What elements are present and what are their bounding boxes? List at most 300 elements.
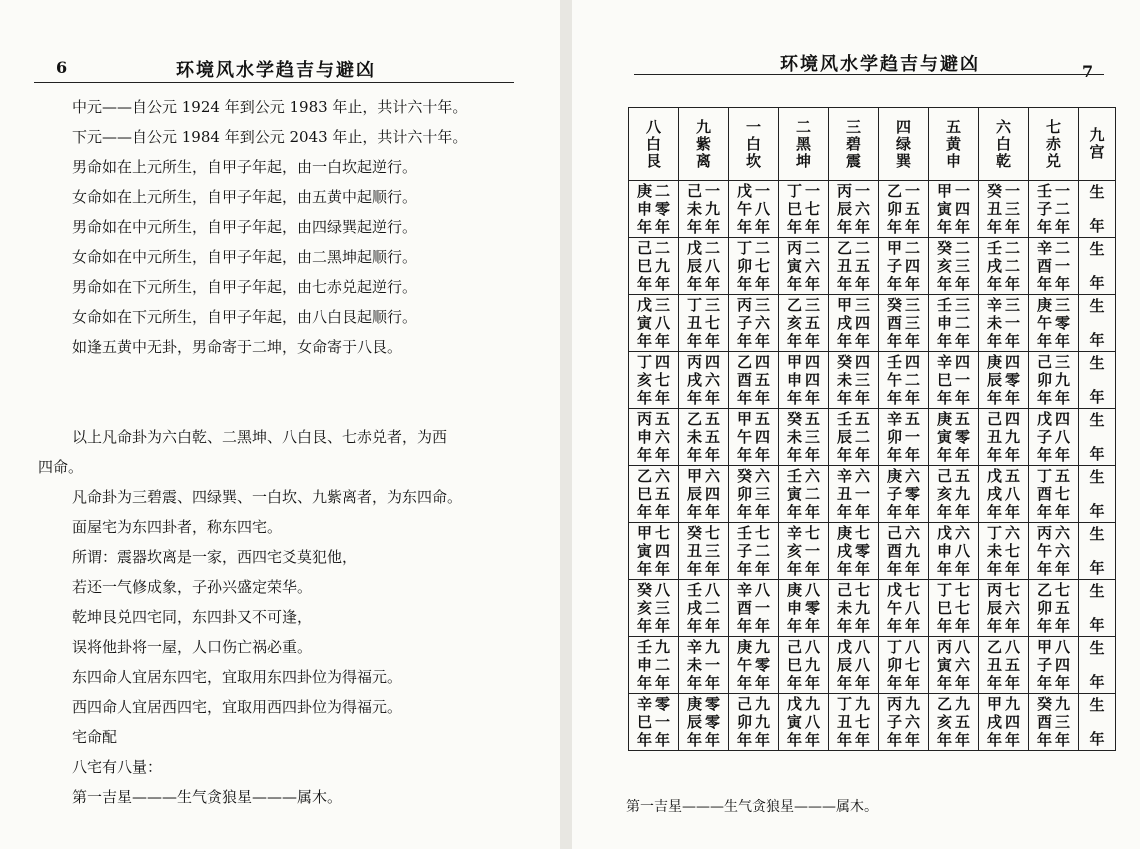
year-number: 二 七 年 bbox=[755, 239, 771, 293]
year-number: 一 三 年 bbox=[1005, 182, 1021, 236]
table-cell bbox=[929, 238, 979, 295]
ganzhi-year: 辛 丑 年 bbox=[836, 467, 852, 521]
ganzhi-year: 癸 亥 年 bbox=[636, 581, 652, 635]
year-number: 一 五 年 bbox=[905, 182, 921, 236]
table-cell bbox=[1029, 523, 1079, 580]
year-number: 三 一 年 bbox=[1005, 296, 1021, 350]
ganzhi-year: 戊 寅 年 bbox=[786, 695, 802, 749]
right-page-number: 7 bbox=[1082, 62, 1094, 81]
table-cell bbox=[1079, 466, 1116, 523]
birth-year-label: 年 bbox=[1089, 673, 1105, 691]
year-number: 六 五 年 bbox=[655, 467, 671, 521]
ganzhi-year: 甲 寅 年 bbox=[636, 524, 652, 578]
year-number: 七 三 年 bbox=[705, 524, 721, 578]
body-line: 如逢五黄中无卦，男命寄于二坤，女命寄于八艮。 bbox=[72, 338, 403, 356]
year-number: 四 七 年 bbox=[655, 353, 671, 407]
ganzhi-year: 己 卯 年 bbox=[1036, 353, 1052, 407]
year-number: 三 六 年 bbox=[755, 296, 771, 350]
ganzhi-year: 癸 酉 年 bbox=[886, 296, 902, 350]
ganzhi-year: 丙 辰 年 bbox=[836, 182, 852, 236]
year-number: 四 九 年 bbox=[1005, 410, 1021, 464]
table-cell bbox=[929, 352, 979, 409]
table-cell bbox=[679, 181, 729, 238]
body-line: 下元——自公元 1984 年到公元 2043 年止，共计六十年。 bbox=[72, 128, 468, 146]
palace-header bbox=[829, 108, 879, 181]
birth-year-label: 生 bbox=[1089, 468, 1105, 486]
table-cell bbox=[679, 409, 729, 466]
ganzhi-year: 乙 巳 年 bbox=[636, 467, 652, 521]
year-number: 一 八 年 bbox=[755, 182, 771, 236]
table-cell bbox=[979, 181, 1029, 238]
year-number: 一 九 年 bbox=[705, 182, 721, 236]
palace-header bbox=[979, 108, 1029, 181]
birth-year-label: 生 bbox=[1089, 696, 1105, 714]
ganzhi-year: 壬 子 年 bbox=[1036, 182, 1052, 236]
table-cell bbox=[829, 580, 879, 637]
ganzhi-year: 丙 寅 年 bbox=[786, 239, 802, 293]
year-number: 四 六 年 bbox=[705, 353, 721, 407]
year-number: 五 六 年 bbox=[655, 410, 671, 464]
body-line: 男命如在中元所生，自甲子年起，由四绿巽起逆行。 bbox=[72, 218, 418, 236]
table-cell bbox=[779, 637, 829, 694]
body-line: 东四命人宜居东四宅，宜取用东四卦位为得福元。 bbox=[72, 668, 403, 686]
ganzhi-year: 丙 寅 年 bbox=[936, 638, 952, 692]
ganzhi-year: 壬 寅 年 bbox=[786, 467, 802, 521]
table-cell bbox=[979, 409, 1029, 466]
year-number: 五 八 年 bbox=[1005, 467, 1021, 521]
table-cell bbox=[629, 694, 679, 751]
ganzhi-year: 丙 辰 年 bbox=[986, 581, 1002, 635]
table-cell bbox=[1079, 694, 1116, 751]
birth-year-label: 年 bbox=[1089, 388, 1105, 406]
year-number: 六 二 年 bbox=[805, 467, 821, 521]
ganzhi-year: 辛 卯 年 bbox=[886, 410, 902, 464]
table-cell bbox=[729, 580, 779, 637]
table-cell bbox=[879, 181, 929, 238]
year-number: 零 零 年 bbox=[705, 695, 721, 749]
table-cell bbox=[779, 580, 829, 637]
table-cell bbox=[779, 466, 829, 523]
year-number: 三 三 年 bbox=[905, 296, 921, 350]
table-cell bbox=[829, 637, 879, 694]
year-number: 四 一 年 bbox=[955, 353, 971, 407]
table-cell bbox=[679, 295, 729, 352]
ganzhi-year: 甲 子 年 bbox=[886, 239, 902, 293]
ganzhi-year: 甲 寅 年 bbox=[936, 182, 952, 236]
table-cell bbox=[979, 580, 1029, 637]
birth-year-label: 年 bbox=[1089, 217, 1105, 235]
birth-year-label: 生 bbox=[1089, 240, 1105, 258]
birth-year-label: 生 bbox=[1089, 411, 1105, 429]
ganzhi-year: 壬 子 年 bbox=[736, 524, 752, 578]
year-number: 六 零 年 bbox=[905, 467, 921, 521]
birth-year-label: 年 bbox=[1089, 730, 1105, 748]
ganzhi-year: 己 未 年 bbox=[686, 182, 702, 236]
year-number: 三 四 年 bbox=[855, 296, 871, 350]
ganzhi-year: 庚 寅 年 bbox=[936, 410, 952, 464]
year-number: 八 一 年 bbox=[755, 581, 771, 635]
ganzhi-year: 己 巳 年 bbox=[636, 239, 652, 293]
table-cell bbox=[729, 523, 779, 580]
year-number: 五 七 年 bbox=[1055, 467, 1071, 521]
year-number: 三 二 年 bbox=[955, 296, 971, 350]
table-cell bbox=[779, 409, 829, 466]
year-number: 二 四 年 bbox=[905, 239, 921, 293]
table-cell bbox=[1029, 181, 1079, 238]
ganzhi-year: 丁 丑 年 bbox=[686, 296, 702, 350]
year-number: 七 四 年 bbox=[655, 524, 671, 578]
table-cell bbox=[1079, 637, 1116, 694]
palace-header bbox=[629, 108, 679, 181]
ganzhi-year: 辛 酉 年 bbox=[1036, 239, 1052, 293]
table-cell bbox=[779, 295, 829, 352]
table-cell bbox=[629, 637, 679, 694]
table-cell bbox=[929, 295, 979, 352]
ganzhi-year: 庚 戌 年 bbox=[836, 524, 852, 578]
table-cell bbox=[629, 523, 679, 580]
ganzhi-year: 乙 丑 年 bbox=[836, 239, 852, 293]
year-number: 九 七 年 bbox=[855, 695, 871, 749]
ganzhi-year: 戊 寅 年 bbox=[636, 296, 652, 350]
ganzhi-year: 丁 丑 年 bbox=[836, 695, 852, 749]
ganzhi-year: 甲 午 年 bbox=[736, 410, 752, 464]
table-cell bbox=[629, 352, 679, 409]
year-number: 八 九 年 bbox=[805, 638, 821, 692]
table-cell bbox=[779, 523, 829, 580]
ganzhi-year: 乙 卯 年 bbox=[1036, 581, 1052, 635]
table-cell bbox=[679, 523, 729, 580]
palace-header-label: 八 白 艮 bbox=[645, 117, 661, 170]
ganzhi-year: 庚 子 年 bbox=[886, 467, 902, 521]
body-line: 凡命卦为三碧震、四绿巽、一白坎、九紫离者，为东四命。 bbox=[72, 488, 463, 506]
body-line: 乾坤艮兑四宅同，东四卦又不可逢， bbox=[72, 608, 313, 626]
year-number: 七 七 年 bbox=[955, 581, 971, 635]
birth-year-label: 生 bbox=[1089, 183, 1105, 201]
ganzhi-year: 辛 酉 年 bbox=[736, 581, 752, 635]
ganzhi-year: 辛 未 年 bbox=[986, 296, 1002, 350]
ganzhi-year: 乙 卯 年 bbox=[886, 182, 902, 236]
birth-year-label: 年 bbox=[1089, 445, 1105, 463]
table-cell bbox=[629, 181, 679, 238]
year-number: 五 二 年 bbox=[855, 410, 871, 464]
table-cell bbox=[679, 637, 729, 694]
palace-header bbox=[779, 108, 829, 181]
table-cell bbox=[979, 352, 1029, 409]
table-cell bbox=[879, 466, 929, 523]
ganzhi-year: 戊 辰 年 bbox=[836, 638, 852, 692]
table-cell bbox=[679, 352, 729, 409]
year-number: 一 二 年 bbox=[1055, 182, 1071, 236]
year-number: 九 二 年 bbox=[655, 638, 671, 692]
table-cell bbox=[929, 637, 979, 694]
table-cell bbox=[1079, 181, 1116, 238]
year-number: 四 三 年 bbox=[855, 353, 871, 407]
body-line: 以上凡命卦为六白乾、二黑坤、八白艮、七赤兑者，为西 bbox=[72, 428, 448, 446]
table-cell bbox=[679, 580, 729, 637]
year-number: 九 九 年 bbox=[755, 695, 771, 749]
ganzhi-year: 甲 申 年 bbox=[786, 353, 802, 407]
year-number: 八 三 年 bbox=[655, 581, 671, 635]
birth-year-label: 生 bbox=[1089, 582, 1105, 600]
ganzhi-year: 丁 亥 年 bbox=[636, 353, 652, 407]
table-cell bbox=[879, 523, 929, 580]
ganzhi-year: 庚 午 年 bbox=[1036, 296, 1052, 350]
ganzhi-year: 己 亥 年 bbox=[936, 467, 952, 521]
right-running-title: 环境风水学趋吉与避凶 bbox=[780, 54, 980, 75]
table-cell bbox=[729, 466, 779, 523]
year-number: 七 二 年 bbox=[755, 524, 771, 578]
palace-header-label: 五 黄 申 bbox=[945, 117, 961, 170]
ganzhi-year: 丁 酉 年 bbox=[1036, 467, 1052, 521]
ganzhi-year: 甲 戌 年 bbox=[836, 296, 852, 350]
ganzhi-year: 己 卯 年 bbox=[736, 695, 752, 749]
year-number: 一 六 年 bbox=[855, 182, 871, 236]
table-cell bbox=[1029, 637, 1079, 694]
ganzhi-year: 辛 巳 年 bbox=[936, 353, 952, 407]
ganzhi-year: 庚 辰 年 bbox=[686, 695, 702, 749]
year-number: 九 五 年 bbox=[955, 695, 971, 749]
ganzhi-year: 戊 午 年 bbox=[886, 581, 902, 635]
ganzhi-year: 壬 辰 年 bbox=[836, 410, 852, 464]
table-cell bbox=[829, 181, 879, 238]
body-line: 男命如在上元所生，自甲子年起，由一白坎起逆行。 bbox=[72, 158, 418, 176]
ganzhi-year: 壬 戌 年 bbox=[986, 239, 1002, 293]
body-line: 男命如在下元所生，自甲子年起，由七赤兑起逆行。 bbox=[72, 278, 418, 296]
palace-header-label: 一 白 坎 bbox=[745, 117, 761, 170]
ganzhi-year: 辛 巳 年 bbox=[636, 695, 652, 749]
table-cell bbox=[729, 352, 779, 409]
year-number: 六 四 年 bbox=[705, 467, 721, 521]
ganzhi-year: 丁 巳 年 bbox=[786, 182, 802, 236]
ganzhi-year: 癸 丑 年 bbox=[986, 182, 1002, 236]
body-line: 女命如在下元所生，自甲子年起，由八白艮起顺行。 bbox=[72, 308, 418, 326]
table-cell bbox=[929, 694, 979, 751]
table-cell bbox=[929, 523, 979, 580]
table-cell bbox=[979, 694, 1029, 751]
table-cell bbox=[1079, 409, 1116, 466]
year-number: 七 八 年 bbox=[905, 581, 921, 635]
ganzhi-year: 己 巳 年 bbox=[786, 638, 802, 692]
ganzhi-year: 癸 酉 年 bbox=[1036, 695, 1052, 749]
year-number: 六 三 年 bbox=[755, 467, 771, 521]
year-number: 五 一 年 bbox=[905, 410, 921, 464]
ganzhi-year: 戊 辰 年 bbox=[686, 239, 702, 293]
table-cell bbox=[729, 181, 779, 238]
year-number: 三 五 年 bbox=[805, 296, 821, 350]
birth-year-label: 年 bbox=[1089, 616, 1105, 634]
year-number: 二 九 年 bbox=[655, 239, 671, 293]
year-number: 七 零 年 bbox=[855, 524, 871, 578]
year-number: 七 九 年 bbox=[855, 581, 871, 635]
table-cell bbox=[1079, 523, 1116, 580]
year-number: 五 九 年 bbox=[955, 467, 971, 521]
birth-year-label: 年 bbox=[1089, 502, 1105, 520]
table-cell bbox=[729, 637, 779, 694]
table-cell bbox=[1029, 580, 1079, 637]
year-number: 八 七 年 bbox=[905, 638, 921, 692]
ganzhi-year: 丁 巳 年 bbox=[936, 581, 952, 635]
ganzhi-year: 丙 子 年 bbox=[736, 296, 752, 350]
ganzhi-year: 辛 亥 年 bbox=[786, 524, 802, 578]
year-number: 二 二 年 bbox=[1005, 239, 1021, 293]
table-cell bbox=[829, 694, 879, 751]
palace-header bbox=[729, 108, 779, 181]
palace-header-label: 二 黑 坤 bbox=[795, 117, 811, 170]
birth-year-label: 生 bbox=[1089, 354, 1105, 372]
year-number: 七 六 年 bbox=[1005, 581, 1021, 635]
ganzhi-year: 庚 申 年 bbox=[786, 581, 802, 635]
table-cell bbox=[979, 295, 1029, 352]
ganzhi-year: 乙 亥 年 bbox=[786, 296, 802, 350]
year-number: 三 九 年 bbox=[1055, 353, 1071, 407]
table-cell bbox=[879, 580, 929, 637]
ganzhi-year: 癸 未 年 bbox=[786, 410, 802, 464]
ganzhi-year: 丁 未 年 bbox=[986, 524, 1002, 578]
body-line: 误将他卦将一屋，人口伤亡祸必重。 bbox=[72, 638, 313, 656]
table-cell bbox=[979, 523, 1029, 580]
table-cell bbox=[829, 523, 879, 580]
year-number: 四 四 年 bbox=[805, 353, 821, 407]
birth-year-label: 生 bbox=[1089, 525, 1105, 543]
body-line: 第一吉星———生气贪狼星———属木。 bbox=[72, 788, 343, 806]
year-number: 二 八 年 bbox=[705, 239, 721, 293]
table-cell bbox=[979, 466, 1029, 523]
ganzhi-year: 甲 戌 年 bbox=[986, 695, 1002, 749]
ganzhi-year: 壬 申 年 bbox=[636, 638, 652, 692]
table-cell bbox=[779, 181, 829, 238]
body-line: 女命如在中元所生，自甲子年起，由二黑坤起顺行。 bbox=[72, 248, 418, 266]
ganzhi-year: 庚 午 年 bbox=[736, 638, 752, 692]
ganzhi-year: 壬 戌 年 bbox=[686, 581, 702, 635]
body-line: 所谓：震器坎离是一家，西四宅爻莫犯他， bbox=[72, 548, 358, 566]
palace-header bbox=[679, 108, 729, 181]
year-number: 六 一 年 bbox=[855, 467, 871, 521]
year-number: 八 八 年 bbox=[855, 638, 871, 692]
table-cell bbox=[1079, 238, 1116, 295]
table-cell bbox=[779, 352, 829, 409]
ganzhi-year: 壬 申 年 bbox=[936, 296, 952, 350]
palace-header-label: 四 绿 巽 bbox=[895, 117, 911, 170]
year-number: 五 零 年 bbox=[955, 410, 971, 464]
table-cell bbox=[829, 466, 879, 523]
ganzhi-year: 己 丑 年 bbox=[986, 410, 1002, 464]
year-number: 五 四 年 bbox=[755, 410, 771, 464]
year-number: 二 三 年 bbox=[955, 239, 971, 293]
body-line: 女命如在上元所生，自甲子年起，由五黄中起顺行。 bbox=[72, 188, 418, 206]
year-number: 九 六 年 bbox=[905, 695, 921, 749]
table-cell bbox=[679, 238, 729, 295]
ganzhi-year: 丙 午 年 bbox=[1036, 524, 1052, 578]
body-line: 八宅有八量： bbox=[72, 758, 163, 776]
ganzhi-year: 己 未 年 bbox=[836, 581, 852, 635]
year-number: 四 五 年 bbox=[755, 353, 771, 407]
ganzhi-year: 癸 卯 年 bbox=[736, 467, 752, 521]
year-number: 八 零 年 bbox=[805, 581, 821, 635]
ganzhi-year: 壬 午 年 bbox=[886, 353, 902, 407]
table-cell bbox=[1079, 580, 1116, 637]
palace-header bbox=[1079, 108, 1116, 181]
table-cell bbox=[1029, 295, 1079, 352]
year-number: 八 五 年 bbox=[1005, 638, 1021, 692]
year-number: 六 七 年 bbox=[1005, 524, 1021, 578]
palace-header bbox=[879, 108, 929, 181]
ganzhi-year: 戊 申 年 bbox=[936, 524, 952, 578]
table-cell bbox=[929, 409, 979, 466]
table-cell bbox=[1029, 466, 1079, 523]
table-cell bbox=[729, 238, 779, 295]
ganzhi-year: 庚 申 年 bbox=[636, 182, 652, 236]
year-number: 六 六 年 bbox=[1055, 524, 1071, 578]
ganzhi-year: 辛 未 年 bbox=[686, 638, 702, 692]
left-page bbox=[0, 0, 560, 849]
table-cell bbox=[1029, 409, 1079, 466]
birth-year-label: 年 bbox=[1089, 331, 1105, 349]
ganzhi-year: 癸 亥 年 bbox=[936, 239, 952, 293]
ganzhi-year: 庚 辰 年 bbox=[986, 353, 1002, 407]
table-cell bbox=[879, 409, 929, 466]
body-line: 四命。 bbox=[38, 458, 84, 476]
year-number: 四 八 年 bbox=[1055, 410, 1071, 464]
palace-header-label: 六 白 乾 bbox=[995, 117, 1011, 170]
table-cell bbox=[1079, 352, 1116, 409]
ganzhi-year: 戊 午 年 bbox=[736, 182, 752, 236]
ganzhi-year: 乙 未 年 bbox=[686, 410, 702, 464]
palace-header-label: 九 宫 bbox=[1089, 126, 1105, 161]
table-cell bbox=[1029, 238, 1079, 295]
year-number: 三 八 年 bbox=[655, 296, 671, 350]
year-number: 七 五 年 bbox=[1055, 581, 1071, 635]
table-cell bbox=[879, 694, 929, 751]
table-cell bbox=[779, 694, 829, 751]
nine-palace-year-table bbox=[628, 107, 1116, 751]
year-number: 九 八 年 bbox=[805, 695, 821, 749]
birth-year-label: 生 bbox=[1089, 639, 1105, 657]
table-cell bbox=[629, 295, 679, 352]
table-cell bbox=[929, 580, 979, 637]
body-line: 宅命配 bbox=[72, 728, 118, 746]
table-cell bbox=[879, 295, 929, 352]
ganzhi-year: 丁 卯 年 bbox=[736, 239, 752, 293]
ganzhi-year: 乙 酉 年 bbox=[736, 353, 752, 407]
table-cell bbox=[729, 409, 779, 466]
table-cell bbox=[729, 295, 779, 352]
table-cell bbox=[979, 238, 1029, 295]
ganzhi-year: 癸 丑 年 bbox=[686, 524, 702, 578]
birth-year-label: 年 bbox=[1089, 274, 1105, 292]
year-number: 二 六 年 bbox=[805, 239, 821, 293]
palace-header-label: 三 碧 震 bbox=[845, 117, 861, 170]
left-running-title: 环境风水学趋吉与避凶 bbox=[176, 60, 376, 81]
right-header-rule bbox=[634, 74, 1104, 75]
table-cell bbox=[879, 352, 929, 409]
table-cell bbox=[629, 580, 679, 637]
table-cell bbox=[1079, 295, 1116, 352]
year-number: 三 零 年 bbox=[1055, 296, 1071, 350]
table-cell bbox=[629, 238, 679, 295]
left-page-number: 6 bbox=[56, 58, 68, 77]
table-cell bbox=[679, 694, 729, 751]
table-cell bbox=[729, 694, 779, 751]
year-number: 二 零 年 bbox=[655, 182, 671, 236]
table-cell bbox=[829, 352, 879, 409]
ganzhi-year: 乙 丑 年 bbox=[986, 638, 1002, 692]
year-number: 四 二 年 bbox=[905, 353, 921, 407]
palace-header-label: 七 赤 兑 bbox=[1045, 117, 1061, 170]
table-cell bbox=[629, 466, 679, 523]
year-number: 九 三 年 bbox=[1055, 695, 1071, 749]
ganzhi-year: 甲 子 年 bbox=[1036, 638, 1052, 692]
ganzhi-year: 癸 未 年 bbox=[836, 353, 852, 407]
